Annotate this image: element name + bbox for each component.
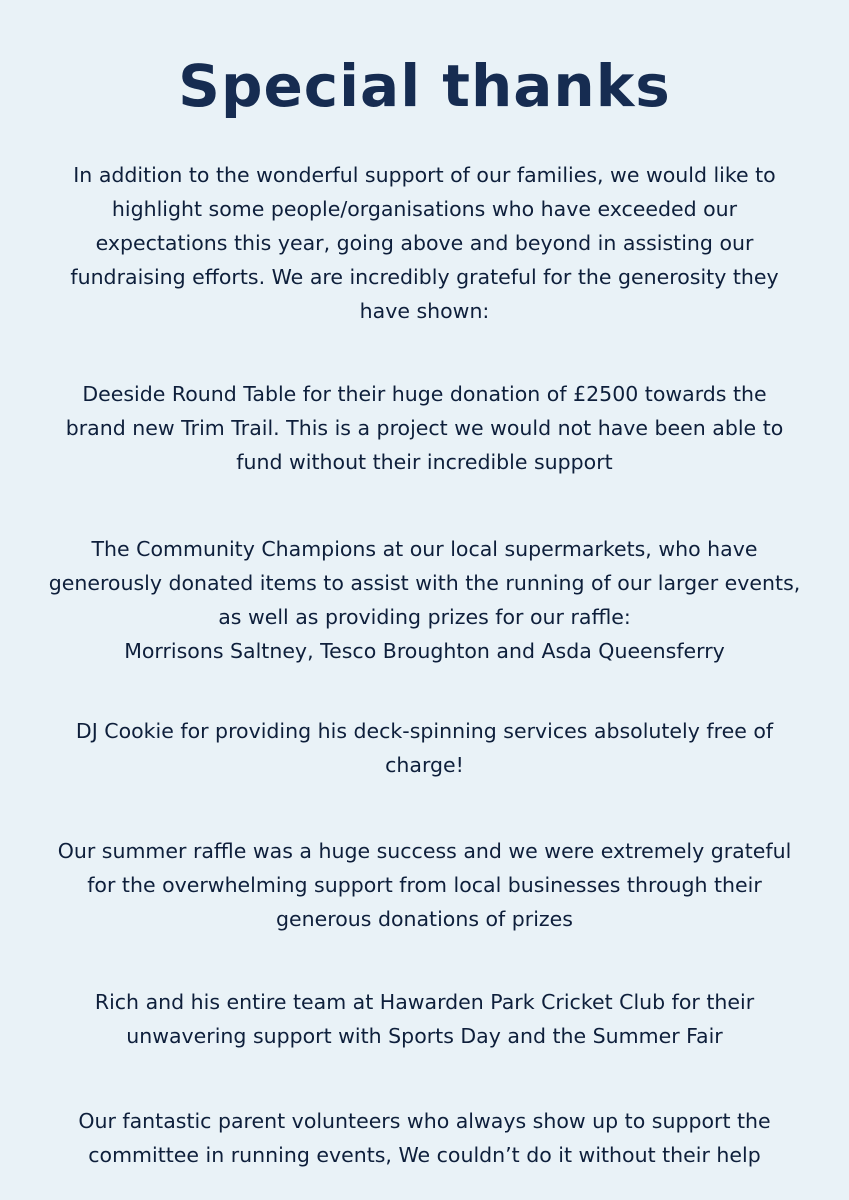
rich-line-1: Rich and his entire team at Hawarden Park Cricket Club for their [94,990,755,1014]
parent-volunteers-paragraph [40,1104,809,1172]
community-line-3: as well as providing prizes for our raffle: [218,605,631,629]
dj-line-1: DJ Cookie for providing his deck-spinning services absolutely free of [75,719,774,743]
deeside-line-3: fund without their incredible support [236,450,613,474]
intro-paragraph [40,158,809,328]
intro-line-1: In addition to the wonderful support of our families, we would like to [73,163,776,187]
hawarden-cricket-club-paragraph [40,985,809,1053]
rich-line-2: unwavering support with Sports Day and the Summer Fair [126,1024,723,1048]
intro-line-2: highlight some people/organisations who have exceeded our [111,197,738,221]
intro-line-3: expectations this year, going above and beyond in assisting our [95,231,754,255]
dj-cookie-paragraph [40,714,809,782]
raffle-line-3: generous donations of prizes [276,907,573,931]
deeside-line-2: brand new Trim Trail. This is a project we would not have been able to [65,416,784,440]
deeside-line-1: Deeside Round Table for their huge donation of £2500 towards the [82,382,767,406]
community-line-2: generously donated items to assist with the running of our larger events, [48,571,801,595]
raffle-line-2: for the overwhelming support from local businesses through their [87,873,762,897]
community-line-4: Morrisons Saltney, Tesco Broughton and Asda Queensferry [124,639,725,663]
community-champions-paragraph [40,532,809,668]
intro-line-4: fundraising efforts. We are incredibly grateful for the generosity they [70,265,779,289]
page-title: Special thanks [178,52,671,120]
deeside-round-table-paragraph [40,377,809,479]
parents-line-2: committee in running events, We couldn’t do it without their help [88,1143,761,1167]
parents-line-1: Our fantastic parent volunteers who always show up to support the [78,1109,771,1133]
intro-line-5: have shown: [359,299,490,323]
summer-raffle-paragraph [40,834,809,936]
community-line-1: The Community Champions at our local supermarkets, who have [91,537,758,561]
dj-line-2: charge! [385,753,464,777]
raffle-line-1: Our summer raffle was a huge success and we were extremely grateful [57,839,792,863]
